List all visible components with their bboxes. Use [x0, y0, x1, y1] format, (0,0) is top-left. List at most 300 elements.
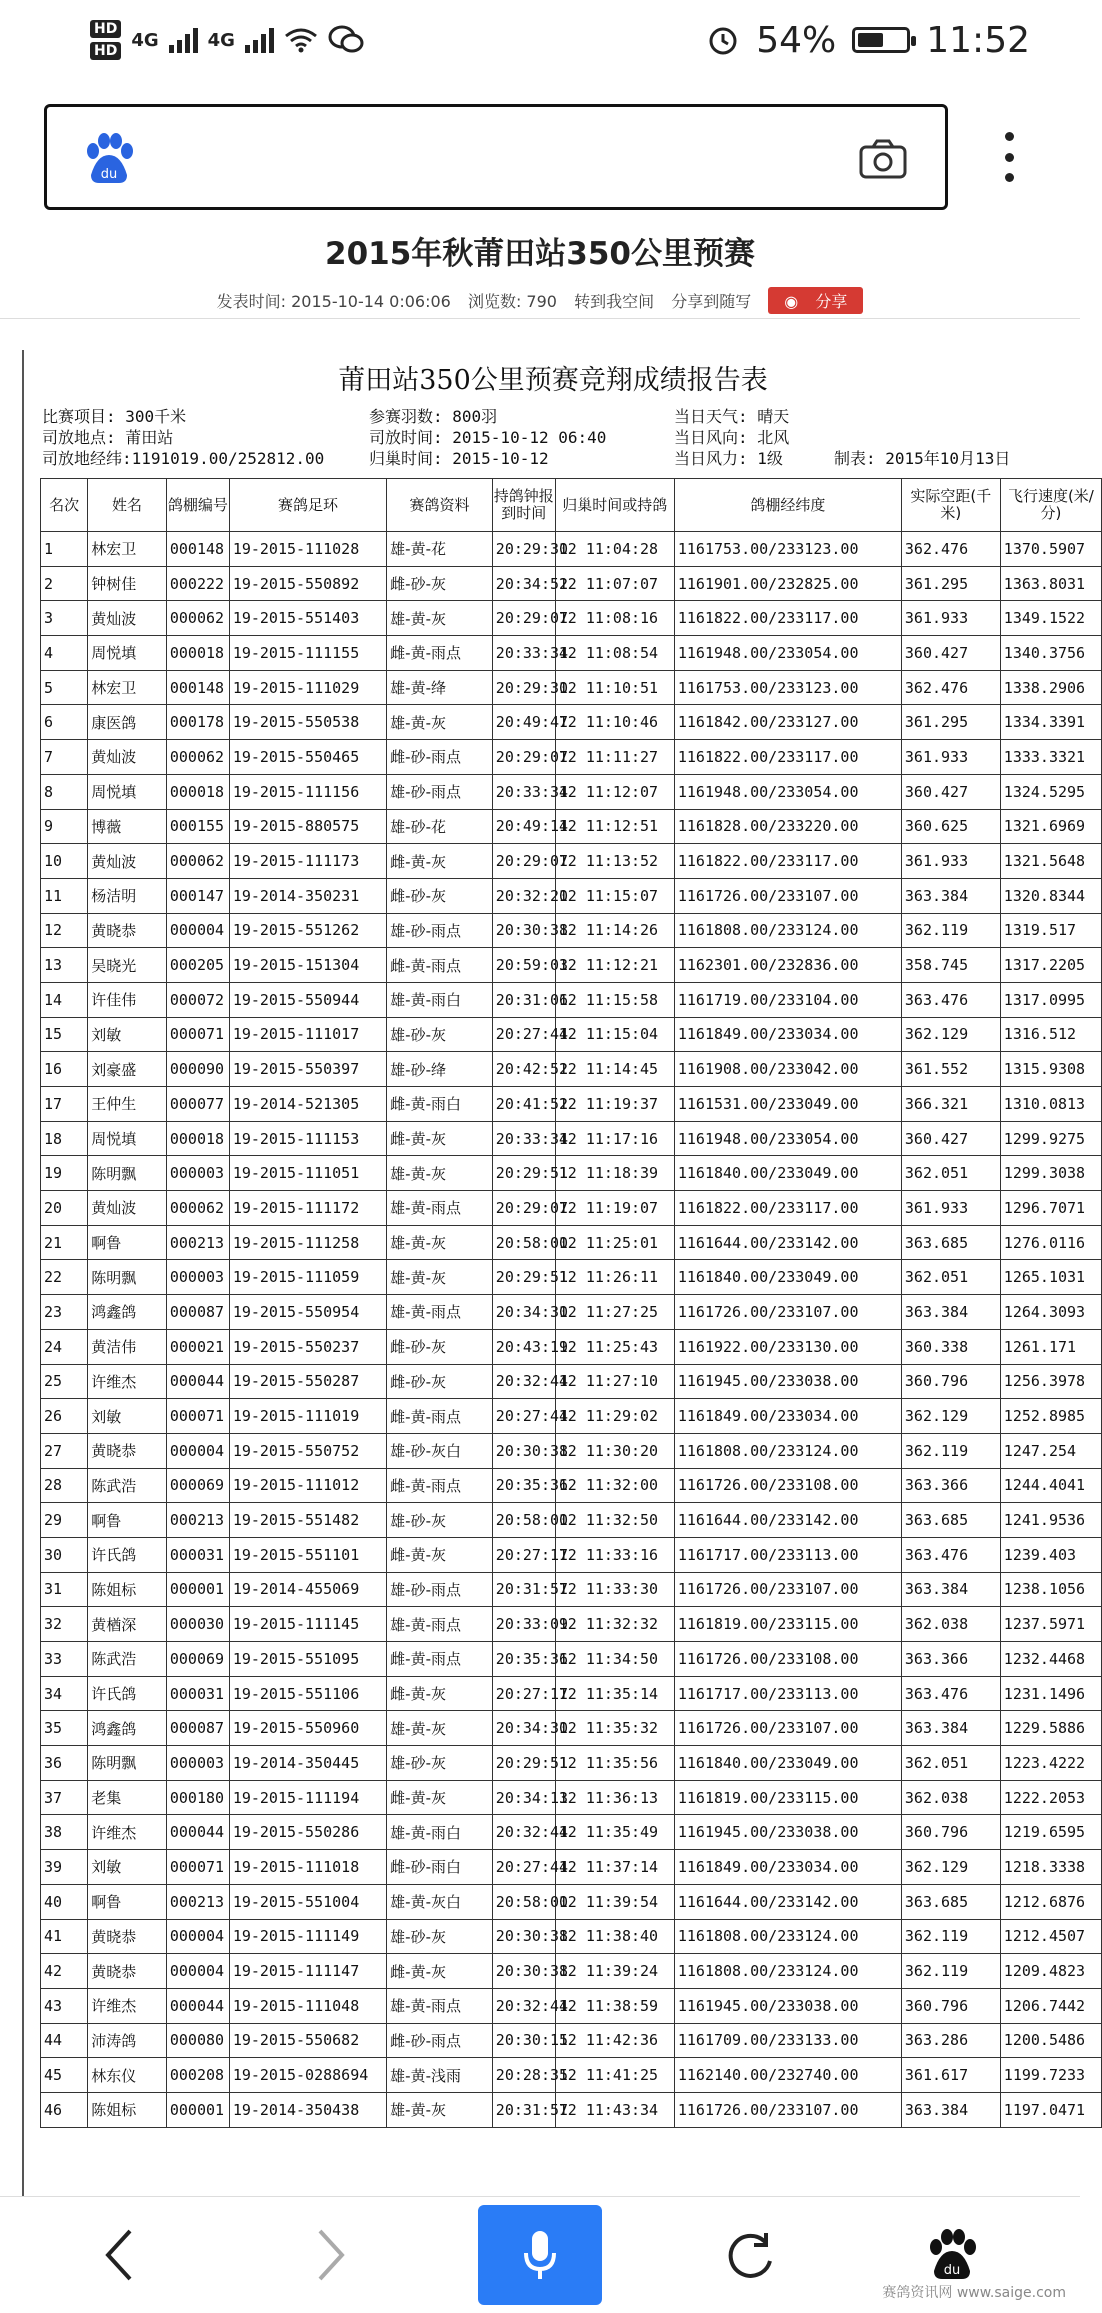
- cell-ring: 19-2014-455069: [229, 1572, 386, 1607]
- cell-desc: 雄-黄-灰: [387, 1225, 493, 1260]
- cell-loft-id: 000003: [166, 1156, 229, 1191]
- cell-rank: 37: [41, 1780, 88, 1815]
- cell-desc: 雄-黄-雨点: [387, 1191, 493, 1226]
- cell-desc: 雄-黄-花: [387, 532, 493, 567]
- results-table-body: [41, 532, 1102, 2128]
- cell-loft-id: 000071: [166, 1017, 229, 1052]
- cell-loft-id: 000080: [166, 2023, 229, 2058]
- wifi-icon: [284, 26, 318, 54]
- cell-distance: 360.338: [901, 1329, 1000, 1364]
- cell-distance: 363.384: [901, 1295, 1000, 1330]
- info-column-2: [369, 406, 606, 469]
- cell-clock-time: 20:33:34: [492, 636, 555, 671]
- cell-ring: 19-2015-111147: [229, 1954, 386, 1989]
- cell-distance: 362.476: [901, 532, 1000, 567]
- cell-coords: 1161808.00/233124.00: [674, 1919, 901, 1954]
- cell-return-time: 12 11:04:28: [555, 532, 674, 567]
- cell-rank: 40: [41, 1884, 88, 1919]
- table-row: [41, 1572, 1102, 1607]
- cell-coords: 1162301.00/232836.00: [674, 948, 901, 983]
- table-row: [41, 1329, 1102, 1364]
- cell-loft-id: 000178: [166, 705, 229, 740]
- cell-clock-time: 20:32:44: [492, 1364, 555, 1399]
- cell-name: 周悦填: [88, 774, 167, 809]
- cell-return-time: 12 11:10:51: [555, 670, 674, 705]
- cell-clock-time: 20:31:57: [492, 2092, 555, 2127]
- table-row: [41, 2058, 1102, 2093]
- publish-time: 发表时间: 2015-10-14 0:06:06: [216, 292, 451, 311]
- column-header: 赛鸽足环: [229, 479, 386, 532]
- cell-coords: 1161808.00/233124.00: [674, 913, 901, 948]
- cell-loft-id: 000222: [166, 566, 229, 601]
- table-row: [41, 1087, 1102, 1122]
- cell-speed: 1310.0813: [1000, 1087, 1101, 1122]
- table-row: [41, 1676, 1102, 1711]
- cell-loft-id: 000004: [166, 1919, 229, 1954]
- column-header: 实际空距(千米): [901, 479, 1000, 532]
- cell-return-time: 12 11:08:54: [555, 636, 674, 671]
- cell-rank: 10: [41, 844, 88, 879]
- table-row: [41, 1988, 1102, 2023]
- cell-desc: 雌-黄-雨点: [387, 636, 493, 671]
- cell-speed: 1296.7071: [1000, 1191, 1101, 1226]
- cell-desc: 雌-黄-雨点: [387, 1642, 493, 1677]
- cell-rank: 42: [41, 1954, 88, 1989]
- cell-return-time: 12 11:32:32: [555, 1607, 674, 1642]
- cell-name: 黄晓恭: [88, 913, 167, 948]
- cell-distance: 360.796: [901, 1815, 1000, 1850]
- cell-coords: 1161945.00/233038.00: [674, 1815, 901, 1850]
- cell-distance: 360.427: [901, 774, 1000, 809]
- cell-ring: 19-2015-551101: [229, 1537, 386, 1572]
- cell-name: 陈武浩: [88, 1642, 167, 1677]
- cell-name: 黄楢深: [88, 1607, 167, 1642]
- table-row: [41, 1919, 1102, 1954]
- cell-desc: 雄-黄-雨白: [387, 982, 493, 1017]
- share-to-follow-link[interactable]: 分享到随写: [671, 292, 752, 311]
- cell-rank: 34: [41, 1676, 88, 1711]
- cell-name: 许维杰: [88, 1815, 167, 1850]
- table-row: [41, 1711, 1102, 1746]
- cell-coords: 1161819.00/233115.00: [674, 1780, 901, 1815]
- column-header: 持鸽钟报到时间: [492, 479, 555, 532]
- table-row: [41, 2092, 1102, 2127]
- cell-distance: 360.427: [901, 636, 1000, 671]
- cell-loft-id: 000147: [166, 878, 229, 913]
- divider: [0, 318, 1080, 319]
- battery-fill: [858, 33, 883, 47]
- cell-desc: 雄-砂-绛: [387, 1052, 493, 1087]
- cell-coords: 1161717.00/233113.00: [674, 1676, 901, 1711]
- cell-speed: 1247.254: [1000, 1433, 1101, 1468]
- forward-button[interactable]: [290, 2197, 370, 2313]
- cell-distance: 361.933: [901, 740, 1000, 775]
- cell-loft-id: 000213: [166, 1884, 229, 1919]
- cell-speed: 1200.5486: [1000, 2023, 1101, 2058]
- cell-desc: 雌-砂-雨点: [387, 2023, 493, 2058]
- cell-desc: 雄-砂-灰: [387, 1503, 493, 1538]
- cell-coords: 1161644.00/233142.00: [674, 1503, 901, 1538]
- cell-coords: 1161901.00/232825.00: [674, 566, 901, 601]
- table-row: [41, 1468, 1102, 1503]
- cell-rank: 8: [41, 774, 88, 809]
- cell-speed: 1237.5971: [1000, 1607, 1101, 1642]
- voice-search-button[interactable]: [478, 2197, 602, 2313]
- cell-name: 刘豪盛: [88, 1052, 167, 1087]
- cell-loft-id: 000004: [166, 913, 229, 948]
- cell-distance: 361.552: [901, 1052, 1000, 1087]
- table-row: [41, 1537, 1102, 1572]
- cell-clock-time: 20:34:13: [492, 1780, 555, 1815]
- cell-name: 啊鲁: [88, 1503, 167, 1538]
- cell-rank: 16: [41, 1052, 88, 1087]
- cell-rank: 30: [41, 1537, 88, 1572]
- cell-speed: 1212.6876: [1000, 1884, 1101, 1919]
- back-arrow-icon: [100, 2227, 140, 2283]
- cell-speed: 1317.2205: [1000, 948, 1101, 983]
- cell-distance: 363.476: [901, 982, 1000, 1017]
- cell-rank: 15: [41, 1017, 88, 1052]
- cell-loft-id: 000148: [166, 532, 229, 567]
- cell-distance: 362.038: [901, 1607, 1000, 1642]
- cell-distance: 362.051: [901, 1746, 1000, 1781]
- cell-loft-id: 000071: [166, 1399, 229, 1434]
- cell-rank: 21: [41, 1225, 88, 1260]
- cell-ring: 19-2015-550286: [229, 1815, 386, 1850]
- cell-return-time: 12 11:34:50: [555, 1642, 674, 1677]
- cell-return-time: 12 11:35:56: [555, 1746, 674, 1781]
- cell-distance: 361.933: [901, 844, 1000, 879]
- battery-icon: [852, 27, 910, 53]
- cell-rank: 38: [41, 1815, 88, 1850]
- cell-loft-id: 000062: [166, 844, 229, 879]
- cell-coords: 1161945.00/233038.00: [674, 1364, 901, 1399]
- cell-rank: 6: [41, 705, 88, 740]
- cell-ring: 19-2015-550397: [229, 1052, 386, 1087]
- cell-coords: 1161726.00/233107.00: [674, 2092, 901, 2127]
- table-row: [41, 1746, 1102, 1781]
- cell-desc: 雌-砂-灰: [387, 878, 493, 913]
- hd-indicators: [90, 20, 121, 60]
- cell-loft-id: 000021: [166, 1329, 229, 1364]
- cell-name: 许氏鸽: [88, 1676, 167, 1711]
- cell-loft-id: 000180: [166, 1780, 229, 1815]
- cell-speed: 1349.1522: [1000, 601, 1101, 636]
- table-row: [41, 1850, 1102, 1885]
- cell-clock-time: 20:33:34: [492, 1121, 555, 1156]
- cell-speed: 1321.6969: [1000, 809, 1101, 844]
- network-type-2: 4G: [207, 29, 235, 51]
- cell-loft-id: 000155: [166, 809, 229, 844]
- cell-speed: 1320.8344: [1000, 878, 1101, 913]
- cell-speed: 1334.3391: [1000, 705, 1101, 740]
- cell-desc: 雌-黄-灰: [387, 1954, 493, 1989]
- cell-return-time: 12 11:18:39: [555, 1156, 674, 1191]
- table-row: [41, 1191, 1102, 1226]
- cell-ring: 19-2015-111059: [229, 1260, 386, 1295]
- cell-clock-time: 20:35:36: [492, 1468, 555, 1503]
- table-header-row: [41, 479, 1102, 532]
- cell-rank: 5: [41, 670, 88, 705]
- cell-clock-time: 20:42:52: [492, 1052, 555, 1087]
- cell-clock-time: 20:34:30: [492, 1711, 555, 1746]
- cell-desc: 雄-砂-雨点: [387, 1572, 493, 1607]
- cell-desc: 雌-砂-灰: [387, 1364, 493, 1399]
- cell-ring: 19-2014-350438: [229, 2092, 386, 2127]
- cell-desc: 雄-砂-雨点: [387, 774, 493, 809]
- camera-icon[interactable]: [859, 139, 907, 179]
- cell-distance: 363.384: [901, 2092, 1000, 2127]
- cell-distance: 362.051: [901, 1156, 1000, 1191]
- more-menu-icon[interactable]: [1002, 132, 1016, 182]
- cell-desc: 雄-黄-雨点: [387, 1988, 493, 2023]
- cell-rank: 28: [41, 1468, 88, 1503]
- cell-speed: 1316.512: [1000, 1017, 1101, 1052]
- cell-speed: 1321.5648: [1000, 844, 1101, 879]
- cell-return-time: 12 11:12:07: [555, 774, 674, 809]
- cell-clock-time: 20:29:07: [492, 1191, 555, 1226]
- cell-rank: 39: [41, 1850, 88, 1885]
- cell-ring: 19-2015-551262: [229, 913, 386, 948]
- cell-distance: 363.384: [901, 1711, 1000, 1746]
- view-count: 浏览数: 790: [467, 292, 557, 311]
- info-release-time: 司放时间: 2015-10-12 06:40: [369, 428, 607, 447]
- share-icon: ◉: [784, 292, 799, 311]
- cell-clock-time: 20:58:00: [492, 1225, 555, 1260]
- table-row: [41, 1642, 1102, 1677]
- cell-name: 黄洁伟: [88, 1329, 167, 1364]
- cell-distance: 361.617: [901, 2058, 1000, 2093]
- cell-ring: 19-2015-550944: [229, 982, 386, 1017]
- cell-distance: 360.625: [901, 809, 1000, 844]
- cell-desc: 雄-黄-灰: [387, 1711, 493, 1746]
- cell-loft-id: 000003: [166, 1746, 229, 1781]
- cell-speed: 1238.1056: [1000, 1572, 1101, 1607]
- cell-ring: 19-2015-550954: [229, 1295, 386, 1330]
- cell-name: 啊鲁: [88, 1884, 167, 1919]
- cell-return-time: 12 11:12:51: [555, 809, 674, 844]
- cell-rank: 43: [41, 1988, 88, 2023]
- cell-coords: 1161726.00/233107.00: [674, 878, 901, 913]
- table-row: [41, 1295, 1102, 1330]
- cell-distance: 363.685: [901, 1503, 1000, 1538]
- cell-ring: 19-2015-551095: [229, 1642, 386, 1677]
- cell-clock-time: 20:29:30: [492, 670, 555, 705]
- cell-return-time: 12 11:26:11: [555, 1260, 674, 1295]
- cell-desc: 雄-砂-灰: [387, 1017, 493, 1052]
- cell-name: 黄晓恭: [88, 1433, 167, 1468]
- table-row: [41, 948, 1102, 983]
- cell-coords: 1161808.00/233124.00: [674, 1954, 901, 1989]
- cell-clock-time: 20:59:03: [492, 948, 555, 983]
- table-row: [41, 1815, 1102, 1850]
- cell-desc: 雄-砂-灰: [387, 1919, 493, 1954]
- cell-desc: 雌-砂-灰: [387, 566, 493, 601]
- signal-icon-2: [245, 27, 274, 53]
- cell-speed: 1197.0471: [1000, 2092, 1101, 2127]
- cell-coords: 1161726.00/233108.00: [674, 1642, 901, 1677]
- table-row: [41, 1156, 1102, 1191]
- cell-coords: 1162140.00/232740.00: [674, 2058, 901, 2093]
- cell-desc: 雌-砂-雨点: [387, 740, 493, 775]
- cell-clock-time: 20:29:51: [492, 1260, 555, 1295]
- hd-badge-1: HD: [90, 20, 121, 38]
- article-meta: [0, 287, 1080, 314]
- cell-distance: 363.476: [901, 1537, 1000, 1572]
- cell-name: 鸿鑫鸽: [88, 1295, 167, 1330]
- cell-name: 博薇: [88, 809, 167, 844]
- share-button[interactable]: [768, 287, 863, 314]
- cell-rank: 27: [41, 1433, 88, 1468]
- cell-distance: 363.366: [901, 1468, 1000, 1503]
- report-title: 莆田站350公里预赛竞翔成绩报告表: [338, 365, 768, 396]
- network-type-1: 4G: [131, 29, 159, 51]
- info-wind-direction: 当日风向: 北风: [674, 428, 790, 447]
- cell-name: 王仲生: [88, 1087, 167, 1122]
- cell-clock-time: 20:30:38: [492, 913, 555, 948]
- table-row: [41, 1364, 1102, 1399]
- cell-name: 刘敏: [88, 1017, 167, 1052]
- cell-loft-id: 000018: [166, 1121, 229, 1156]
- baidu-paw-icon[interactable]: [79, 129, 139, 189]
- cell-ring: 19-2015-550892: [229, 566, 386, 601]
- cell-distance: 360.796: [901, 1364, 1000, 1399]
- cell-coords: 1161922.00/233130.00: [674, 1329, 901, 1364]
- cell-return-time: 12 11:35:14: [555, 1676, 674, 1711]
- cell-ring: 19-2015-551106: [229, 1676, 386, 1711]
- cell-ring: 19-2015-111028: [229, 532, 386, 567]
- cell-coords: 1161822.00/233117.00: [674, 844, 901, 879]
- cell-loft-id: 000205: [166, 948, 229, 983]
- cell-coords: 1161849.00/233034.00: [674, 1017, 901, 1052]
- voice-button-bg: [478, 2205, 602, 2305]
- cell-return-time: 12 11:33:16: [555, 1537, 674, 1572]
- cell-loft-id: 000031: [166, 1676, 229, 1711]
- cell-ring: 19-2015-880575: [229, 809, 386, 844]
- cell-return-time: 12 11:15:07: [555, 878, 674, 913]
- cell-rank: 31: [41, 1572, 88, 1607]
- cell-clock-time: 20:27:17: [492, 1537, 555, 1572]
- cell-name: 黄灿波: [88, 740, 167, 775]
- info-release-coords: 司放地经纬:1191019.00/252812.00: [42, 449, 325, 468]
- cell-rank: 11: [41, 878, 88, 913]
- cell-name: 陈姐标: [88, 2092, 167, 2127]
- info-weather: 当日天气: 晴天: [674, 407, 790, 426]
- cell-ring: 19-2015-111018: [229, 1850, 386, 1885]
- column-header: 姓名: [88, 479, 167, 532]
- column-header: 赛鸽资料: [387, 479, 493, 532]
- cell-return-time: 12 11:27:25: [555, 1295, 674, 1330]
- cell-distance: 362.119: [901, 1954, 1000, 1989]
- cell-clock-time: 20:30:38: [492, 1954, 555, 1989]
- cell-rank: 25: [41, 1364, 88, 1399]
- cell-rank: 24: [41, 1329, 88, 1364]
- cell-speed: 1231.1496: [1000, 1676, 1101, 1711]
- cell-return-time: 12 11:32:50: [555, 1503, 674, 1538]
- cell-speed: 1319.517: [1000, 913, 1101, 948]
- cell-return-time: 12 11:15:58: [555, 982, 674, 1017]
- cell-name: 黄灿波: [88, 844, 167, 879]
- cell-speed: 1265.1031: [1000, 1260, 1101, 1295]
- address-bar[interactable]: [44, 104, 948, 210]
- cell-desc: 雌-黄-灰: [387, 1780, 493, 1815]
- cell-coords: 1161842.00/233127.00: [674, 705, 901, 740]
- table-row: [41, 913, 1102, 948]
- table-row: [41, 1607, 1102, 1642]
- cell-return-time: 12 11:42:36: [555, 2023, 674, 2058]
- table-row: [41, 878, 1102, 913]
- column-header: 归巢时间或持鸽: [555, 479, 674, 532]
- cell-distance: 363.384: [901, 878, 1000, 913]
- cell-ring: 19-2015-550682: [229, 2023, 386, 2058]
- table-row: [41, 532, 1102, 567]
- cell-speed: 1212.4507: [1000, 1919, 1101, 1954]
- cell-ring: 19-2015-111051: [229, 1156, 386, 1191]
- cell-loft-id: 000208: [166, 2058, 229, 2093]
- cell-name: 老集: [88, 1780, 167, 1815]
- cell-clock-time: 20:27:44: [492, 1399, 555, 1434]
- cell-clock-time: 20:30:38: [492, 1433, 555, 1468]
- cell-ring: 19-2014-350231: [229, 878, 386, 913]
- cell-coords: 1161753.00/233123.00: [674, 532, 901, 567]
- cell-loft-id: 000062: [166, 740, 229, 775]
- back-button[interactable]: [80, 2197, 160, 2313]
- info-column-1: [42, 406, 324, 469]
- svg-text:du: du: [100, 167, 118, 182]
- cell-desc: 雄-黄-灰: [387, 601, 493, 636]
- cell-desc: 雄-黄-灰白: [387, 1884, 493, 1919]
- cell-name: 刘敏: [88, 1399, 167, 1434]
- cell-name: 陈明飘: [88, 1156, 167, 1191]
- cell-desc: 雌-黄-雨点: [387, 948, 493, 983]
- table-row: [41, 1503, 1102, 1538]
- table-row: [41, 1884, 1102, 1919]
- cell-ring: 19-2015-0288694: [229, 2058, 386, 2093]
- cell-ring: 19-2015-111156: [229, 774, 386, 809]
- cell-loft-id: 000044: [166, 1815, 229, 1850]
- cell-return-time: 12 11:14:26: [555, 913, 674, 948]
- cell-speed: 1338.2906: [1000, 670, 1101, 705]
- cell-return-time: 12 11:43:34: [555, 2092, 674, 2127]
- cell-return-time: 12 11:32:00: [555, 1468, 674, 1503]
- table-row: [41, 1954, 1102, 1989]
- share-to-space-link[interactable]: 转到我空间: [574, 292, 655, 311]
- cell-name: 黄晓恭: [88, 1919, 167, 1954]
- cell-clock-time: 20:34:30: [492, 1295, 555, 1330]
- cell-rank: 46: [41, 2092, 88, 2127]
- cell-loft-id: 000087: [166, 1295, 229, 1330]
- cell-desc: 雌-黄-雨白: [387, 1087, 493, 1122]
- cell-clock-time: 20:27:44: [492, 1017, 555, 1052]
- cell-clock-time: 20:58:00: [492, 1884, 555, 1919]
- refresh-button[interactable]: [710, 2197, 790, 2313]
- cell-return-time: 12 11:35:32: [555, 1711, 674, 1746]
- cell-speed: 1199.7233: [1000, 2058, 1101, 2093]
- cell-coords: 1161726.00/233107.00: [674, 1572, 901, 1607]
- cell-rank: 41: [41, 1919, 88, 1954]
- cell-coords: 1161644.00/233142.00: [674, 1884, 901, 1919]
- cell-speed: 1264.3093: [1000, 1295, 1101, 1330]
- cell-coords: 1161753.00/233123.00: [674, 670, 901, 705]
- cell-ring: 19-2015-551004: [229, 1884, 386, 1919]
- cell-rank: 18: [41, 1121, 88, 1156]
- cell-clock-time: 20:49:47: [492, 705, 555, 740]
- table-row: [41, 1052, 1102, 1087]
- cell-ring: 19-2015-111153: [229, 1121, 386, 1156]
- table-row: [41, 1017, 1102, 1052]
- cell-rank: 13: [41, 948, 88, 983]
- cell-coords: 1161531.00/233049.00: [674, 1087, 901, 1122]
